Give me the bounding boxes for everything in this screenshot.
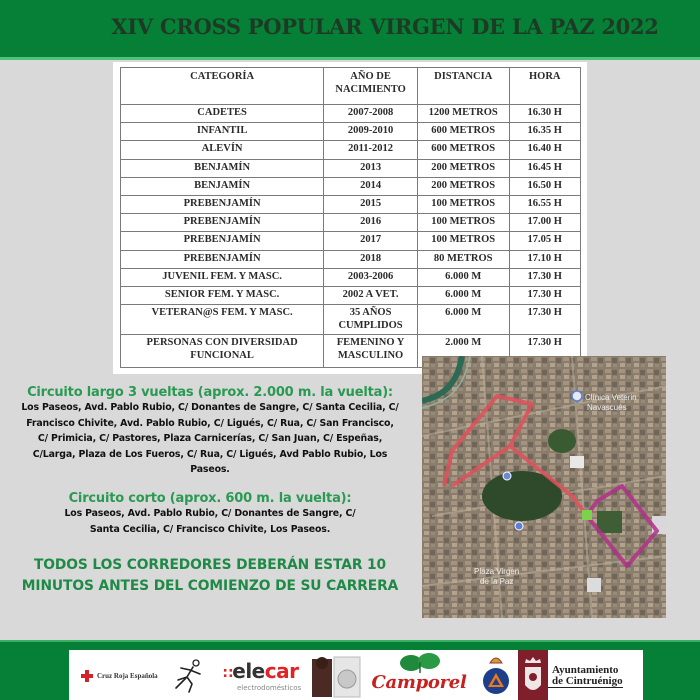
cell-ano: 2017 [324,232,418,250]
town-crest-icon [522,655,544,697]
cell-hora: 16.45 H [509,159,581,177]
cell-distancia: 100 METROS [417,214,509,232]
cell-ano: 2016 [324,214,418,232]
table-row [121,159,581,177]
table-row [121,123,581,141]
table-row [121,195,581,213]
runner-icon [172,658,206,694]
table-row [121,214,581,232]
camporel-label: Camporel [371,671,467,693]
cell-ano: 35 AÑOS CUMPLIDOS [324,305,418,335]
cell-categoria: SENIOR FEM. Y MASC. [121,286,324,304]
event-title: XIV CROSS POPULAR VIRGEN DE LA PAZ 2022 [111,14,659,39]
table-row [121,250,581,268]
column-header-hora: HORA [509,68,581,105]
column-header-distancia: DISTANCIA [417,68,509,105]
cell-categoria: CADETES [121,105,324,123]
sponsor-ayuntamiento [548,650,623,700]
cell-hora: 16.30 H [509,105,581,123]
column-header-categoria: CATEGORÍA [121,68,324,105]
cell-hora: 17.30 H [509,286,581,304]
cell-distancia: 100 METROS [417,195,509,213]
svg-text:Navascués: Navascués [587,403,627,412]
table-row [121,232,581,250]
cell-categoria: ALEVÍN [121,141,324,159]
cell-ano: 2003-2006 [324,268,418,286]
cell-categoria: PREBENJAMÍN [121,195,324,213]
cell-hora: 17.10 H [509,250,581,268]
schedule-table-card [113,62,587,374]
cell-distancia: 6.000 M [417,305,509,335]
long-circuit [0,385,420,478]
cell-categoria: INFANTIL [121,123,324,141]
short-circuit-title: Circuito corto (aprox. 600 m. la vuelta): [68,491,352,506]
elecar-suffix: car [264,658,299,683]
leaf-icon [398,652,442,674]
cell-ano: 2009-2010 [324,123,418,141]
runners-notice: TODOS LOS CORREDORES DEBERÁN ESTAR 10 MINUTOS ANTES DEL COMIENZO DE SU CARRERA [21,557,399,594]
cell-categoria: VETERAN@S FEM. Y MASC. [121,305,324,335]
elecar-prefix: ele [232,658,265,683]
elecar-subtitle: electrodomésticos [237,683,302,692]
column-header-ano: AÑO DE NACIMIENTO [324,68,418,105]
sponsor-camporel [364,650,474,700]
cell-hora: 16.55 H [509,195,581,213]
cell-hora: 17.30 H [509,268,581,286]
svg-text:de la Paz: de la Paz [480,577,514,586]
sponsors-footer [0,640,700,700]
cell-hora: 16.50 H [509,177,581,195]
ayuntamiento-line1: Ayuntamiento [552,663,619,676]
cell-categoria: BENJAMÍN [121,177,324,195]
red-cross-icon [81,670,93,682]
cell-hora: 16.40 H [509,141,581,159]
cell-ano: FEMENINO Y MASCULINO [324,335,418,368]
short-circuit-streets: Los Paseos, Avd. Pablo Rubio, C/ Donantes de Sangre, C/ Santa Cecilia, C/ Francisco Chivite, Los Paseos. [64,508,356,535]
cell-hora: 17.30 H [509,335,581,368]
civil-protection-emblem-icon [482,653,510,699]
cell-distancia: 200 METROS [417,177,509,195]
cell-distancia: 600 METROS [417,123,509,141]
map-label-plaza: Plaza Virgen [474,567,520,576]
sponsor-strip [69,650,643,700]
cell-distancia: 6.000 M [417,268,509,286]
ayuntamiento-line2: de Cintruénigo [548,676,623,688]
cell-categoria: PREBENJAMÍN [121,250,324,268]
table-row [121,305,581,335]
cell-ano: 2002 A VET. [324,286,418,304]
short-circuit [0,491,420,537]
table-row [121,177,581,195]
cell-categoria: PREBENJAMÍN [121,214,324,232]
schedule-table [120,67,581,368]
table-row [121,141,581,159]
cell-distancia: 600 METROS [417,141,509,159]
table-row [121,105,581,123]
cell-categoria: PERSONAS CON DIVERSIDAD FUNCIONAL [121,335,324,368]
cell-hora: 17.30 H [509,305,581,335]
table-row [121,268,581,286]
cell-categoria: PREBENJAMÍN [121,232,324,250]
cell-categoria: JUVENIL FEM. Y MASC. [121,268,324,286]
cell-hora: 17.05 H [509,232,581,250]
map-label-clinic: Clínica Veterin [585,393,637,402]
satellite-map-image [422,356,666,618]
cell-hora: 16.35 H [509,123,581,141]
route-map [422,356,666,618]
cruz-roja-label: Cruz Roja Española [97,672,158,680]
sponsor-appliance-image [309,650,364,700]
cell-distancia: 80 METROS [417,250,509,268]
cell-hora: 17.00 H [509,214,581,232]
sponsor-elecar: ∷elecar electrodomésticos [223,658,302,692]
table-header-row [121,68,581,105]
cell-distancia: 100 METROS [417,232,509,250]
cell-ano: 2013 [324,159,418,177]
cell-distancia: 200 METROS [417,159,509,177]
sponsor-proteccion-civil [474,650,518,700]
cell-distancia: 1200 METROS [417,105,509,123]
cell-ano: 2011-2012 [324,141,418,159]
sponsor-runner [159,650,219,700]
cell-ano: 2018 [324,250,418,268]
header-banner [0,0,700,60]
sponsor-cruz-roja [81,650,159,700]
cell-ano: 2007-2008 [324,105,418,123]
cell-categoria: BENJAMÍN [121,159,324,177]
cell-ano: 2014 [324,177,418,195]
ayuntamiento-shield [518,650,548,700]
cell-distancia: 6.000 M [417,286,509,304]
long-circuit-streets: Los Paseos, Avd. Pablo Rubio, C/ Donantes de Sangre, C/ Santa Cecilia, C/ Francisco Chivite, Avd. Pablo Rubio, C/ Ligués, C/ Rua, C/ San Francisco, C/ Primicia, C/ Pastores, Plaza Carnicerías, C/ San Juan, C/ Espeñas, C/Larga, Plaza de Los Fueros, C/ Rua, C/ Ligués, Avd Pablo Rubio, Los Paseos. [21,402,399,476]
long-circuit-title: Circuito largo 3 vueltas (aprox. 2.000 m. la vuelta): [27,385,393,400]
cell-distancia: 2.000 M [417,335,509,368]
washing-machine-icon [312,653,362,699]
table-row [121,286,581,304]
cell-ano: 2015 [324,195,418,213]
